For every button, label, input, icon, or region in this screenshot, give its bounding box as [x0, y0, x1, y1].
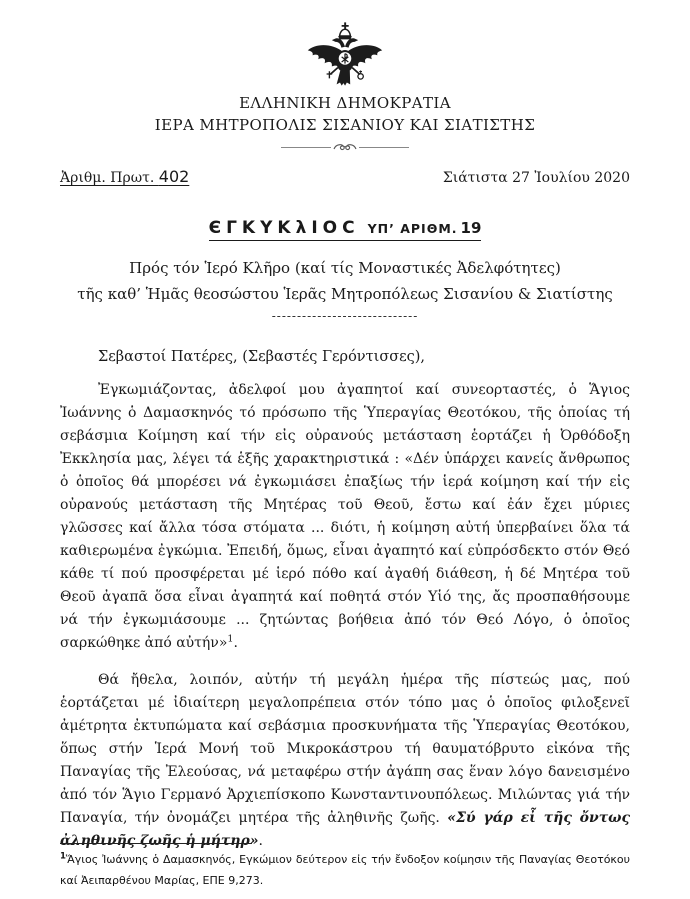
document-title [209, 218, 482, 241]
scroll-ornament-divider-icon [60, 141, 630, 153]
title-word: ЄΓΚΥΚλΙΟϹ [208, 218, 360, 238]
protocol-number [60, 167, 189, 186]
footnote-area [60, 843, 630, 891]
protocol-label: Ἀριθμ. Πρωτ. [60, 170, 159, 186]
paragraph-1-text: Ἐγκωμιάζοντας, ἀδελφοί μου ἀγαπητοί καί συνεορταστές, ὁ Ἅγιος Ἰωάννης ὁ Δαμασκηνός τό πρόσωπο τῆς Ὑπεραγίας Θεοτόκου, τῆς ὁποίας τή σεβάσμια Κοίμηση καί τήν εἰς οὐρανούς μετάσταση ἑορτάζει ἡ Ὀρθόδοξη Ἐκκλησία μας, λέγει τά ἑξῆς χαρακτηριστικά : «Δέν ὑπάρχει κανείς ἄνθρωπος ὁ ὁποῖος θά μπορέσει νά ἐγκωμιάσει ἐπαξίως τήν ἱερά κοίμηση καί τήν εἰς οὐρανούς μετάσταση τῆς Μητέρας τοῦ Θεοῦ, ἔστω καί ἐάν ἔχει μύριες γλῶσσες καί ἄλλα τόσα στόματα ... διότι, ἡ κοίμηση αὐτή ὑπερβαίνει ὅλα τά καθιερωμένα ἐγκώμια. Ἐπειδή, ὅμως, εἶναι ἀγαπητό καί εὐπρόσδεκτο στόν Θεό κάθε τί πού προσφέρεται μέ ἱερό πόθο καί ἀγαθή διάθεση, ἡ δέ Μητέρα τοῦ Θεοῦ ἀγαπᾶ ὅσα εἶναι ἀγαπητά καί ποθητά στόν Υἱό της, ἄς προσπαθήσουμε νά τήν ἐγκωμιάσουμε ... ζητώντας βοήθεια ἀπό τόν Θεό Λόγο, ὁ ὁποῖος σαρκώθηκε ἀπό αὐτήν» [60, 381, 630, 651]
addressee-line-2: τῆς καθ’ Ἡμᾶς θεοσώστου Ἱερᾶς Μητροπόλεως Σισανίου & Σιατίστης [77, 285, 613, 304]
state-name: ΕΛΛΗΝΙΚΗ ΔΗΜΟΚΡΑΤΙΑ [239, 94, 451, 112]
footnote-body: Ἅγιος Ἰωάννης ὁ Δαμασκηνός, Εγκώμιον δεύτερον εἰς τήν ἔνδοξον κοίμησιν τῆς Παναγίας Θεοτόκου καί Ἀειπαρθένου Μαρίας, ΕΠΕ 9,273. [60, 853, 630, 887]
paragraph-2-quote: «Σύ γάρ εἶ τῆς ὄντως ἀληθινῆς ζωῆς ἡ μήτηρ» [60, 809, 630, 849]
document-title-block [60, 218, 630, 241]
footnote-reference-1: 1 [227, 632, 234, 644]
footnote-marker-1: 1 [60, 851, 66, 862]
paragraph-2-text: Θά ἤθελα, λοιπόν, αὐτήν τή μεγάλη ἡμέρα τῆς πίστεώς μας, πού ἑορτάζεται μέ ἰδιαίτερη μεγαλοπρέπεια στόν τόπο μας ὁ ὁποῖος φιλοξενεῖ ἀμέτρητα ἐκτυπώματα καί σεβάσμια προσκυνήματα τῆς Ὑπεραγίας Θεοτόκου, ὅπως στήν Ἱερά Μονή τοῦ Μικροκάστρου τή θαυματόβρυτο εἰκόνα τῆς Παναγίας τῆς Ἐλεούσας, νά μεταφέρω στήν ἀγάπη σας ἕναν λόγο δανεισμένο ἀπό τόν Ἅγιο Γερμανό Ἀρχιεπίσκοπο Κωνσταντινουπόλεως. Μιλώντας γιά τήν Παναγία, τήν ὀνομάζει μητέρα τῆς ἀληθινῆς ζωῆς. [60, 671, 630, 826]
paragraph-1-period: . [233, 634, 238, 651]
title-number: 19 [460, 219, 482, 237]
title-sub: ΥΠ’ ΑΡΙΘΜ. [367, 221, 458, 236]
metropolis-name: ΙΕΡΑ ΜΗΤΡΟΠΟΛΙΣ ΣΙΣΑΝΙΟΥ ΚΑΙ ΣΙΑΤΙΣΤΗΣ [154, 116, 536, 134]
footnote-text [60, 849, 630, 891]
double-headed-eagle-icon [60, 22, 630, 94]
addressee-block [60, 255, 630, 308]
addressee-line-1: Πρός τόν Ἱερό Κλῆρο (καί τίς Μοναστικές Ἀδελφότητες) [129, 259, 561, 277]
dash-divider: ----------------------------- [271, 308, 419, 323]
letterhead [60, 22, 630, 153]
paragraph-1 [60, 379, 630, 655]
meta-row [60, 167, 630, 186]
protocol-value: 402 [158, 167, 190, 186]
paragraph-2 [60, 669, 630, 853]
paragraph-2-period: . [258, 832, 263, 849]
footnote-separator [60, 843, 252, 844]
salutation: Σεβαστοί Πατέρες, (Σεβαστές Γερόντισσες), [98, 348, 426, 365]
place-and-date: Σιάτιστα 27 Ἰουλίου 2020 [442, 170, 630, 186]
